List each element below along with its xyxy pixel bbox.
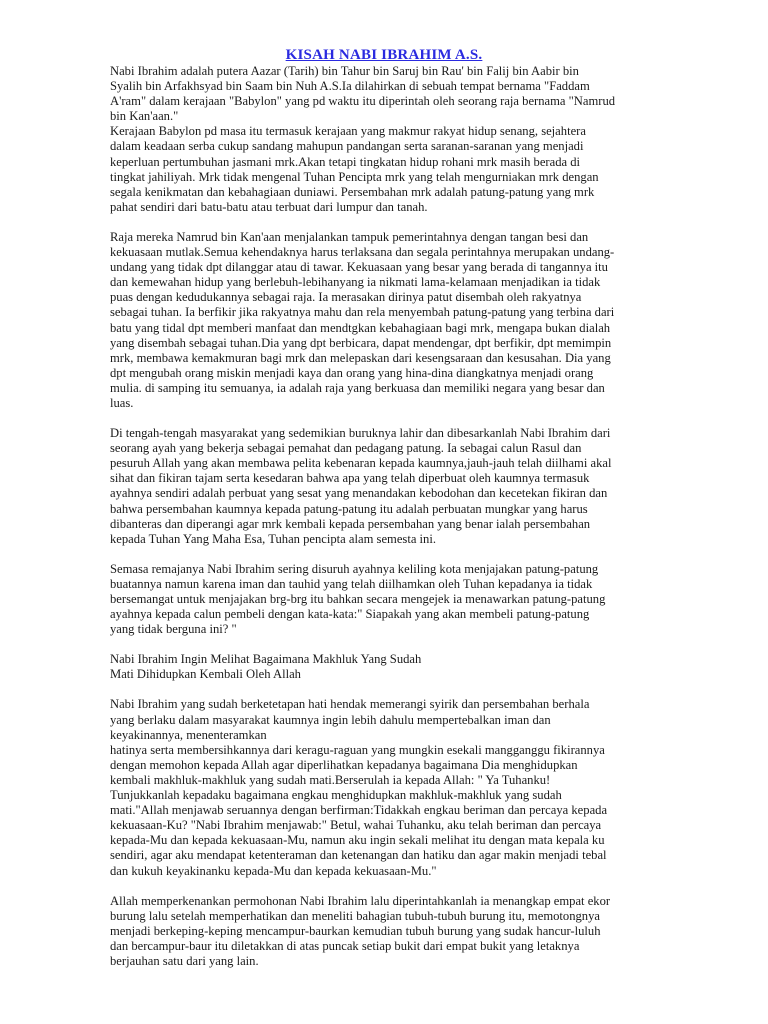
paragraph-gap — [110, 547, 732, 562]
paragraph-origin: Nabi Ibrahim adalah putera Aazar (Tarih) bin Tahur bin Saruj bin Rau' bin Falij bin Aabir bin Syalih bin Arfakhsyad bin Saam bin Nuh A.S.Ia dilahirkan di sebuah tempat bernama "Faddam A'ram" dalam kerajaan "Babylon" yang pd waktu itu diperintah oleh seorang raja bernama "Namrud bin Kan'aan." Kerajaan Babylon pd masa itu termasuk kerajaan yang makmur rakyat hidup senang, sejahtera dalam keadaan serba cukup sandang mahupun pandangan serta saranan-saranan yang menjadi keperluan pertumbuhan jasmani mrk.Akan tetapi tingkatan hidup rohani mrk masih berada di tingkat jahiliyah. Mrk tidak mengenal Tuhan Pencipta mrk yang telah mengurniakan mrk dengan segala kenikmatan dan kebahagiaan duniawi. Persembahan mrk adalah patung-patung yang mrk pahat sendiri dari batu-batu atau terbuat dari lumpur dan tanah. — [110, 64, 616, 214]
paragraph-gap — [110, 682, 732, 697]
document-title: KISAH NABI IBRAHIM A.S. — [285, 47, 483, 63]
paragraph-gap — [110, 637, 732, 652]
paragraph-youth: Semasa remajanya Nabi Ibrahim sering disuruh ayahnya keliling kota menjajakan patung-patung buatannya namun karena iman dan tauhid yang telah diilhamkan oleh Tuhan kepadanya ia tidak bersemangat untuk menjajakan brg-brg itu bahkan secara mengejek ia menawarkan patung-patung ayahnya kepada calun pembeli dengan kata-kata:" Siapakah yang akan membeli patung-patung yang tidak berguna ini? " — [110, 561, 606, 637]
paragraph-gap — [110, 879, 732, 894]
section-heading: Nabi Ibrahim Ingin Melihat Bagaimana Makhluk Yang Sudah Mati Dihidupkan Kembali Oleh Allah — [110, 652, 422, 682]
paragraph-birth: Di tengah-tengah masyarakat yang sedemikian buruknya lahir dan dibesarkanlah Nabi Ibrahim dari seorang ayah yang bekerja sebagai pemahat dan pedagang patung. Ia sebagai calun Rasul dan pesuruh Allah yang akan membawa pelita kebenaran kepada kaumnya,jauh-jauh telah diilhami akal sihat dan fikiran tajam serta kesedaran bahwa apa yang telah diperbuat oleh kaumnya termasuk ayahnya sendiri adalah perbuat yang sesat yang menandakan kebodohan dan kecetekan fikiran dan bahwa persembahan kaumnya kepada patung-patung itu adalah perbuatan mungkar yang harus dibanteras dan diperangi agar mrk kembali kepada persembahan yang benar ialah persembahan kepada Tuhan Yang Maha Esa, Tuhan pencipta alam semesta ini. — [110, 426, 612, 546]
paragraph-namrud: Raja mereka Namrud bin Kan'aan menjalankan tampuk pemerintahnya dengan tangan besi dan kekuasaan mutlak.Semua kehendaknya harus terlaksana dan segala perintahnya merupakan undang- undang yang tidak dpt dilanggar atau di tawar. Kekuasaan yang besar yang berada di tangannya itu dan kemewahan hidup yang berlebuh-lebihanyang ia nikmati lama-kelamaan menjadikan ia tidak puas dengan kedudukannya sebagai raja. Ia merasakan dirinya patut disembah oleh rakyatnya sebagai tuhan. Ia berfikir jika rakyatnya mahu dan rela menyembah patung-patung yang terbina dari batu yang tidal dpt memberi manfaat dan mendtgkan kebahagiaan bagi mrk, mengapa bukan dialah yang disembah sebagai tuhan.Dia yang dpt berbicara, dapat mendengar, dpt berfikir, dpt memimpin mrk, membawa kemakmuran bagi mrk dan melepaskan dari kesengsaraan dan kesusahan. Dia yang dpt mengubah orang miskin menjadi kaya dan orang yang hina-dina diangkatnya menjadi orang mulia. di samping itu semuanya, ia adalah raja yang berkuasa dan memiliki negara yang besar dan luas. — [110, 229, 615, 410]
paragraph-request: Nabi Ibrahim yang sudah berketetapan hati hendak memerangi syirik dan persembahan berhala yang berlaku dalam masyarakat kaumnya ingin lebih dahulu mempertebalkan iman dan keyakinannya, menenteramkan hatinya serta membersihkannya dari keragu-raguan yang mungkin esekali mangganggu fikirannya dengan memohon kepada Allah agar diperlihatkan kepadanya bagaimana Dia menghidupkan kembali makhluk-makhluk yang sudah mati.Berserulah ia kepada Allah: " Ya Tuhanku! Tunjukkanlah kepadaku bagaimana engkau menghidupkan makhluk-makhluk yang sudah mati."Allah menjawab seruannya dengan berfirman:Tidakkah engkau beriman dan percaya kepada kekuasaan-Ku? "Nabi Ibrahim menjawab:" Betul, wahai Tuhanku, aku telah beriman dan percaya kepada-Mu dan kepada kekuasaan-Mu, namun aku ingin sekali melihat itu dengan mata kepala ku sendiri, agar aku mendapat ketenteraman dan ketenangan dan hatiku dan agar makin menjadi tebal dan kukuh keyakinanku kepada-Mu dan kepada kekuasaan-Mu." — [110, 697, 608, 878]
document-body — [110, 64, 732, 969]
paragraph-gap — [110, 411, 732, 426]
paragraph-birds: Allah memperkenankan permohonan Nabi Ibrahim lalu diperintahkanlah ia menangkap empat ekor burung lalu setelah memperhatikan dan meneliti bahagian tubuh-tubuh burung itu, memotongnya menjadi berkeping-keping mencampur-baurkan kemudian tubuh burung yang sudak hancur-luluh dan bercampur-baur itu diletakkan di atas puncak setiap bukit dari empat bukit yang letaknya berjauhan satu dari yang lain. — [110, 893, 611, 968]
paragraph-gap — [110, 215, 732, 230]
